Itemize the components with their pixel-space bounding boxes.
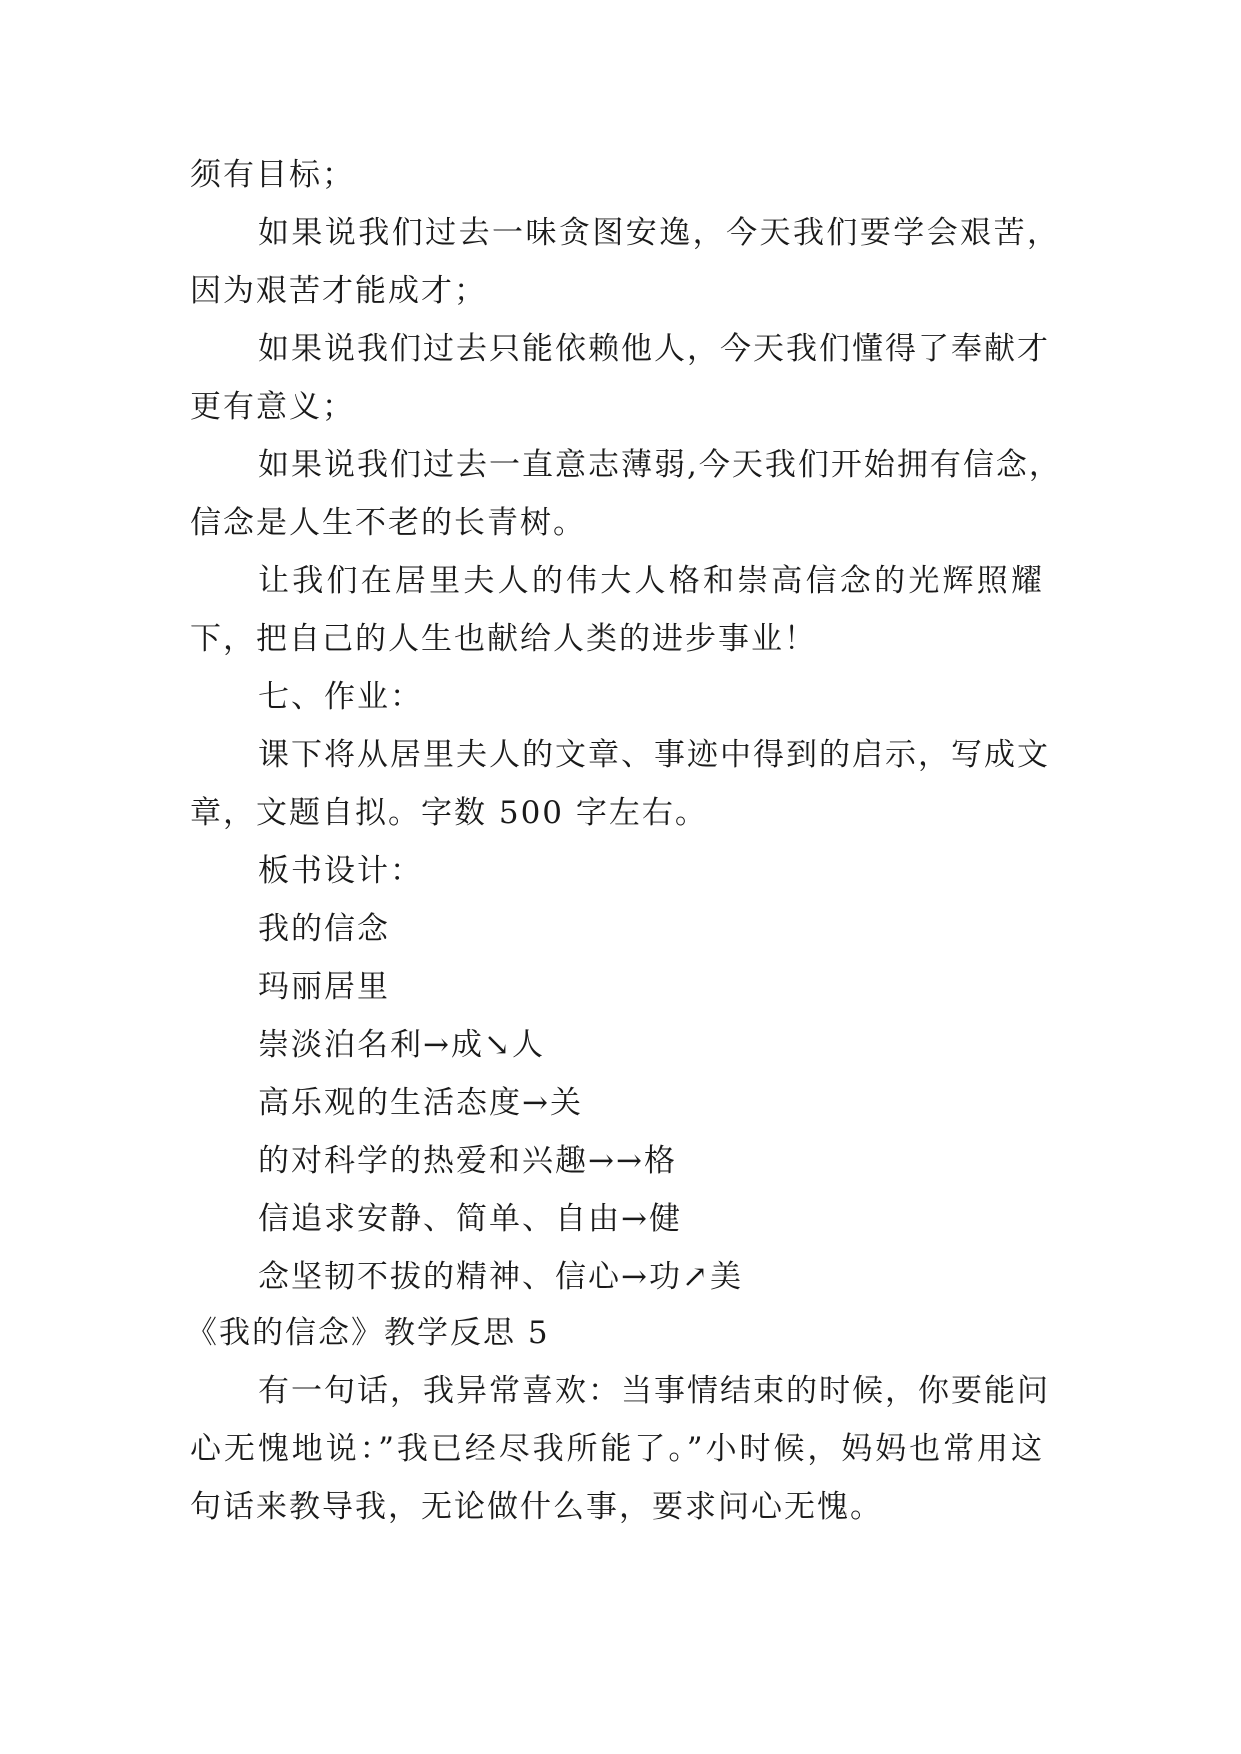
board-line: 崇淡泊名利→成↘人 bbox=[258, 1027, 545, 1063]
section-title: 《我的信念》教学反思 5 bbox=[186, 1315, 550, 1351]
board-line: 的对科学的热爱和兴趣→→格 bbox=[258, 1143, 677, 1179]
paragraph-line: 让我们在居里夫人的伟大人格和崇高信念的光辉照耀 bbox=[258, 563, 1044, 599]
paragraph-line: 如果说我们过去一味贪图安逸，今天我们要学会艰苦， bbox=[258, 215, 1060, 251]
text-line: 因为艰苦才能成才； bbox=[190, 273, 487, 309]
text-line: 更有意义； bbox=[190, 389, 355, 425]
text-line: 须有目标； bbox=[190, 157, 355, 193]
paragraph-line: 如果说我们过去一直意志薄弱,今天我们开始拥有信念， bbox=[258, 447, 1062, 483]
board-line: 我的信念 bbox=[258, 911, 390, 947]
board-design-heading: 板书设计： bbox=[258, 853, 423, 889]
text-line: 章，文题自拟。字数 500 字左右。 bbox=[190, 795, 708, 831]
board-line: 念坚韧不拔的精神、信心→功↗美 bbox=[258, 1259, 743, 1295]
text-line: 句话来教导我，无论做什么事，要求问心无愧。 bbox=[190, 1489, 883, 1525]
paragraph-line: 有一句话，我异常喜欢：当事情结束的时候，你要能问 bbox=[258, 1373, 1050, 1409]
board-line: 信追求安静、简单、自由→健 bbox=[258, 1201, 682, 1237]
text-line: 信念是人生不老的长青树。 bbox=[190, 505, 586, 541]
section-heading: 七、作业： bbox=[258, 679, 423, 715]
paragraph-line: 心无愧地说：”我已经尽我所能了。”小时候，妈妈也常用这 bbox=[190, 1431, 1044, 1467]
paragraph-line: 如果说我们过去只能依赖他人，今天我们懂得了奉献才 bbox=[258, 331, 1050, 367]
text-line: 下，把自己的人生也献给人类的进步事业！ bbox=[190, 621, 817, 657]
board-line: 高乐观的生活态度→关 bbox=[258, 1085, 583, 1121]
board-line: 玛丽居里 bbox=[258, 969, 390, 1005]
paragraph-line: 课下将从居里夫人的文章、事迹中得到的启示，写成文 bbox=[258, 737, 1050, 773]
